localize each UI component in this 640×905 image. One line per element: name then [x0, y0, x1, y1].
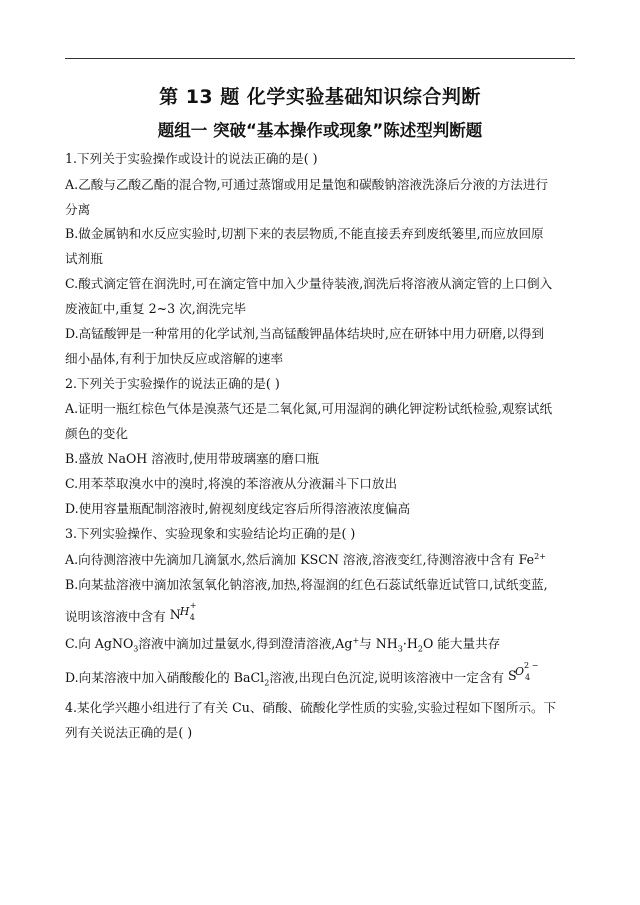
ammonium-formula — [169, 601, 197, 623]
ammonium-h: H — [179, 605, 190, 618]
q3-c-part3: 与 NH — [359, 636, 398, 651]
q3-option-b-line2 — [65, 601, 197, 625]
q3-option-b-line2-text: 说明该溶液中含有 — [65, 609, 166, 624]
q2-stem: 2.下列关于实验操作的说法正确的是( ) — [65, 376, 280, 391]
q2-option-a-line1: A.证明一瓶红棕色气体是溴蒸气还是二氧化氮,可用湿润的碘化钾淀粉试纸检验,观察试纸 — [65, 401, 553, 416]
q1-option-a-line1: A.乙酸与乙酸乙酯的混合物,可通过蒸馏或用足量饱和碳酸钠溶液洗涤后分液的方法进行 — [65, 177, 549, 192]
q2-option-a-line2: 颜色的变化 — [65, 426, 128, 441]
q3-stem: 3.下列实验操作、实验现象和实验结论均正确的是( ) — [65, 526, 356, 541]
section-subtitle: 题组一 突破“基本操作或现象”陈述型判断题 — [157, 121, 483, 140]
q4-stem-line2: 列有关说法正确的是( ) — [65, 725, 193, 740]
q1-option-b-line1: B.做金属钠和水反应实验时,切割下来的表层物质,不能直接丢弃到废纸篓里,而应放回原 — [65, 226, 544, 241]
q3-d-part2: 溶液,出现白色沉淀,说明该溶液中一定含有 — [269, 670, 505, 685]
q3-c-sub3: 2 — [417, 644, 423, 654]
q3-option-a-text: A.向待测溶液中先滴加几滴氯水,然后滴加 KSCN 溶液,溶液变红,待测溶液中含有 Fe — [65, 552, 535, 567]
q1-option-c-line2: 废液缸中,重复 2~3 次,润洗完毕 — [65, 301, 247, 316]
q3-option-d — [65, 661, 539, 688]
q1-option-d-line2: 细小晶体,有利于加快反应或溶解的速率 — [65, 351, 284, 366]
fe-charge: 2+ — [534, 551, 546, 561]
ammonium-charge: + — [189, 601, 197, 610]
q3-c-sub2: 3 — [397, 644, 403, 654]
q3-c-sub1: 3 — [133, 644, 139, 654]
q1-option-a-line2: 分离 — [65, 202, 91, 217]
header-rule — [65, 58, 575, 59]
ammonium-n: N — [169, 607, 181, 622]
q3-c-part1: C.向 AgNO — [65, 636, 134, 651]
q1-option-b-line2: 试剂瓶 — [65, 251, 103, 266]
q3-c-part5: O 能大量共存 — [422, 636, 501, 651]
q3-d-part1: D.向某溶液中加入硝酸酸化的 BaCl — [65, 670, 265, 685]
ammonium-subscript: 4 — [189, 613, 195, 622]
q3-d-sub: 2 — [264, 678, 270, 688]
q3-c-part2: 溶液中滴加过量氨水,得到澄清溶液,Ag — [138, 636, 353, 651]
q3-option-b-line1: B.向某盐溶液中滴加浓氢氧化钠溶液,加热,将湿润的红色石蕊试纸靠近试管口,试纸变蓝, — [65, 577, 548, 592]
q4-stem-line1: 4.某化学兴趣小组进行了有关 Cu、硝酸、硫酸化学性质的实验,实验过程如下图所示。下 — [65, 700, 557, 715]
q1-option-c-line1: C.酸式滴定管在润洗时,可在滴定管中加入少量待装液,润洗后将溶液从滴定管的上口倒入 — [65, 276, 553, 291]
sulfate-s: S — [508, 668, 517, 683]
q1-option-d-line1: D.高锰酸钾是一种常用的化学试剂,当高锰酸钾晶体结块时,应在研钵中用力研磨,以得到 — [65, 326, 545, 341]
sulfate-charge: 2 − — [524, 661, 539, 670]
q3-option-a — [65, 552, 546, 568]
q2-option-b: B.盛放 NaOH 溶液时,使用带玻璃塞的磨口瓶 — [65, 451, 320, 466]
page-title: 第 13 题 化学实验基础知识综合判断 — [159, 86, 481, 108]
q3-c-part4: ·H — [402, 636, 418, 651]
q2-option-d: D.使用容量瓶配制溶液时,俯视刻度线定容后所得溶液浓度偏高 — [65, 501, 411, 516]
sulfate-o: O — [515, 665, 525, 678]
q3-option-c — [65, 636, 500, 652]
sulfate-formula — [508, 661, 539, 684]
q2-option-c: C.用苯萃取溴水中的溴时,将溴的苯溶液从分液漏斗下口放出 — [65, 476, 398, 491]
q3-c-sup: + — [352, 635, 360, 645]
sulfate-subscript: 4 — [525, 673, 531, 682]
q1-stem: 1.下列关于实验操作或设计的说法正确的是( ) — [65, 151, 318, 166]
